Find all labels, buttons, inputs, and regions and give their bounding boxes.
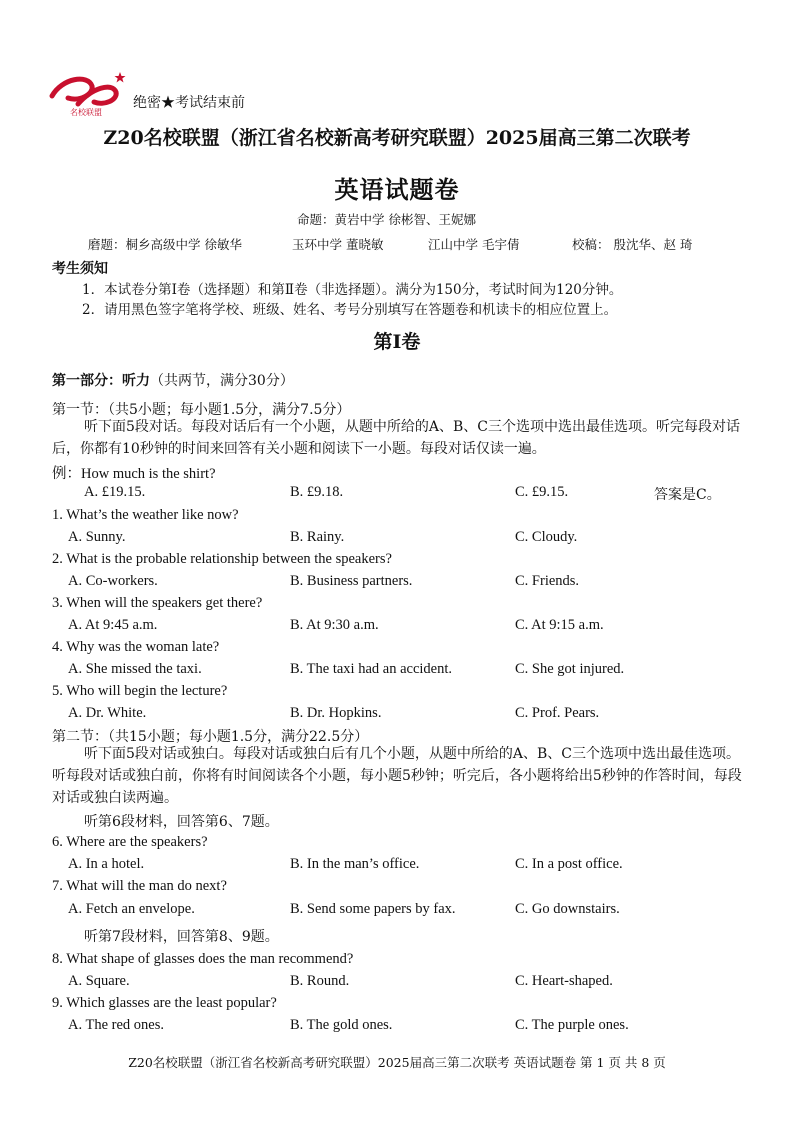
example-question: 例：How much is the shirt? <box>52 466 216 482</box>
question-2: 2. What is the probable relationship between the speakers? <box>52 551 392 567</box>
notice-heading: 考生须知 <box>52 261 108 277</box>
question-5: 5. Who will begin the lecture? <box>52 683 228 699</box>
q2-option-a: A. Co-workers. <box>68 573 158 589</box>
q1-option-c: C. Cloudy. <box>515 529 578 545</box>
q9-option-c: C. The purple ones. <box>515 1017 629 1033</box>
q8-option-c: C. Heart-shaped. <box>515 973 613 989</box>
q4-option-a: A. She missed the taxi. <box>68 661 202 677</box>
example-option-b: B. £9.18. <box>290 484 344 500</box>
section1-heading: 第一节：（共5小题；每小题1.5分，满分7.5分） <box>52 402 351 418</box>
material-7-label: 听第7段材料，回答第8、9题。 <box>84 929 279 945</box>
section2-instructions: 听下面5段对话或独白。每段对话或独白后有几个小题，从题中所给的A、B、C三个选项中选出最佳选项。听每段对话或独白前，你将有时间阅读各个小题，每小题5秒钟；听完后，各小题将给出5秒钟的作答时间，每段对话或独白读两遍。 <box>52 746 742 806</box>
q5-option-b: B. Dr. Hopkins. <box>290 705 382 721</box>
q7-option-a: A. Fetch an envelope. <box>68 901 195 917</box>
q7-option-b: B. Send some papers by fax. <box>290 901 456 917</box>
q5-option-c: C. Prof. Pears. <box>515 705 600 721</box>
question-7: 7. What will the man do next? <box>52 878 227 894</box>
q4-option-c: C. She got injured. <box>515 661 625 677</box>
q2-option-c: C. Friends. <box>515 573 580 589</box>
reviewer-2: 玉环中学 董晓敏 <box>292 237 384 252</box>
question-8: 8. What shape of glasses does the man recommend? <box>52 951 354 967</box>
question-6: 6. Where are the speakers? <box>52 834 208 850</box>
question-3: 3. When will the speakers get there? <box>52 595 263 611</box>
q7-option-c: C. Go downstairs. <box>515 901 620 917</box>
school-alliance-logo <box>48 68 128 118</box>
q6-option-b: B. In the man’s office. <box>290 856 420 872</box>
exam-title: Z20名校联盟（浙江省名校新高考研究联盟）2025届高三第二次联考 <box>103 127 691 149</box>
page-footer: Z20名校联盟（浙江省名校新高考研究联盟）2025届高三第二次联考 英语试题卷 第 1 页 共 8 页 <box>128 1055 666 1070</box>
q8-option-a: A. Square. <box>68 973 130 989</box>
reviewer-1: 磨题：桐乡高级中学 徐敏华 <box>88 237 242 252</box>
q8-option-b: B. Round. <box>290 973 350 989</box>
q1-option-a: A. Sunny. <box>68 529 126 545</box>
q4-option-b: B. The taxi had an accident. <box>290 661 452 677</box>
q5-option-a: A. Dr. White. <box>68 705 147 721</box>
part1-heading-note: （共两节，满分30分） <box>150 373 294 389</box>
q2-option-b: B. Business partners. <box>290 573 413 589</box>
logo-text: 名校联盟 <box>70 108 102 117</box>
authors-line: 命题：黄岩中学 徐彬智、王妮娜 <box>297 212 476 227</box>
example-answer: 答案是C。 <box>654 487 721 503</box>
q3-option-a: A. At 9:45 a.m. <box>68 617 158 633</box>
subject-title: 英语试题卷 <box>334 175 460 204</box>
question-9: 9. Which glasses are the least popular? <box>52 995 277 1011</box>
confidential-label: 绝密★考试结束前 <box>133 95 245 111</box>
reviewer-3: 江山中学 毛宇倩 <box>428 237 520 252</box>
q6-option-a: A. In a hotel. <box>68 856 145 872</box>
q9-option-b: B. The gold ones. <box>290 1017 393 1033</box>
notice-item-2: 2．请用黑色签字笔将学校、班级、姓名、考号分别填写在答题卷和机读卡的相应位置上。 <box>82 302 618 318</box>
q1-option-b: B. Rainy. <box>290 529 345 545</box>
section2-heading: 第二节：（共15小题；每小题1.5分，满分22.5分） <box>52 729 369 745</box>
part1-heading: 第一部分：听力 <box>52 373 150 389</box>
volume-title: 第Ⅰ卷 <box>373 331 421 353</box>
example-option-c: C. £9.15. <box>515 484 569 500</box>
q3-option-b: B. At 9:30 a.m. <box>290 617 379 633</box>
q9-option-a: A. The red ones. <box>68 1017 164 1033</box>
notice-item-1: 1．本试卷分第Ⅰ卷（选择题）和第Ⅱ卷（非选择题）。满分为150分，考试时间为120分钟。 <box>82 282 623 298</box>
material-6-label: 听第6段材料，回答第6、7题。 <box>84 814 279 830</box>
section1-instructions: 听下面5段对话。每段对话后有一个小题，从题中所给的A、B、C三个选项中选出最佳选项。听完每段对话后，你都有10秒钟的时间来回答有关小题和阅读下一小题。每段对话仅读一遍。 <box>52 419 741 457</box>
question-4: 4. Why was the woman late? <box>52 639 220 655</box>
question-1: 1. What’s the weather like now? <box>52 507 239 523</box>
reviewer-4: 校稿： 殷沈华、赵 琦 <box>572 237 693 252</box>
q3-option-c: C. At 9:15 a.m. <box>515 617 604 633</box>
q6-option-c: C. In a post office. <box>515 856 623 872</box>
example-option-a: A. £19.15. <box>84 484 146 500</box>
